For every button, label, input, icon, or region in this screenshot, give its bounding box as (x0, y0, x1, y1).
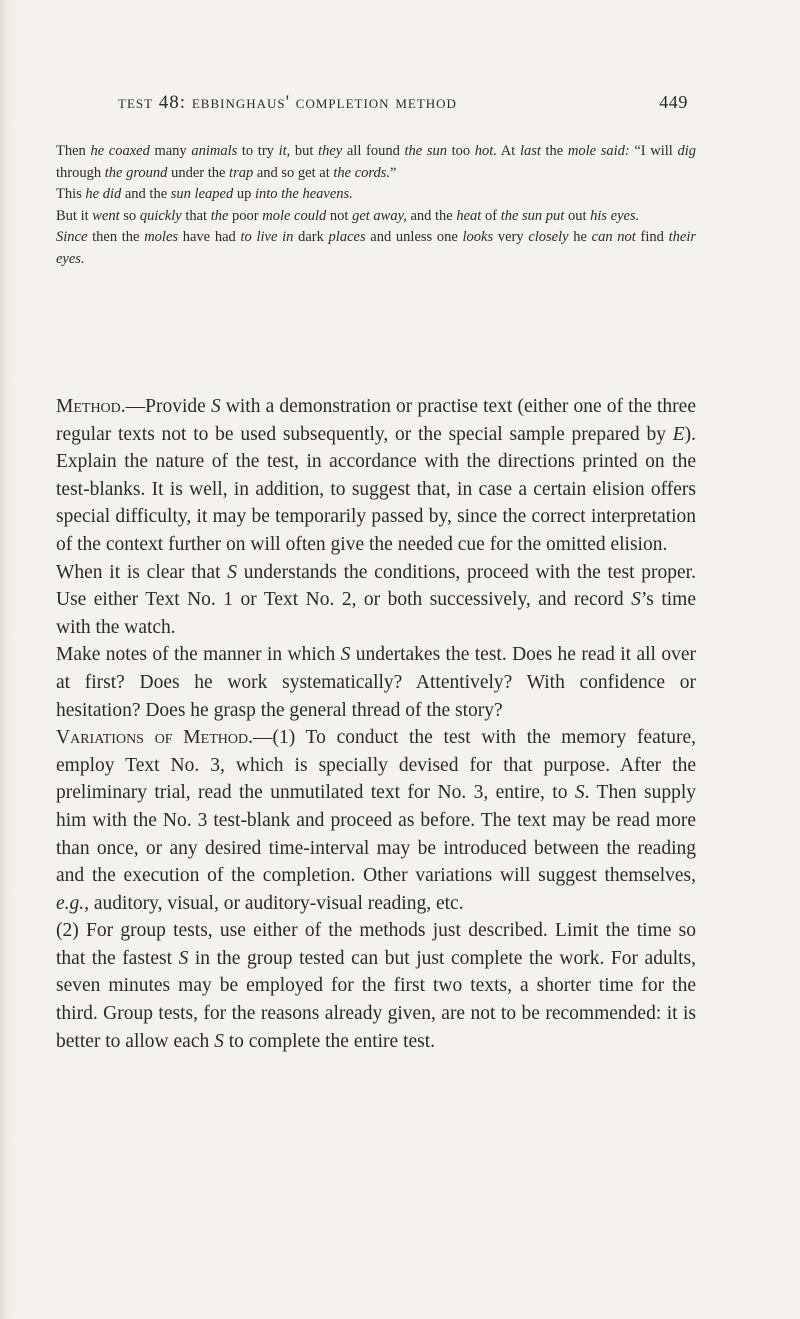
variations-paragraph: Variations of Method.—(1) To conduct the test with the memory feature, employ Text No. 3, which is specially devised for that purpose. After the preliminary trial, read the unmutilated text for No. 3, entire, to S. Then supply him with the No. 3 test-blank and proceed as before. The text may be read more than once, or any desired time-interval may be introduced between the reading and the execution of the completion. Other variations will suggest themselves, e.g., auditory, visual, or auditory-visual reading, etc. (56, 727, 696, 914)
body-paragraph: (2) For group tests, use either of the methods just described. Limit the time so that the fastest S in the group tested can but just complete the work. For adults, seven minutes may be employed for the first two texts, a shorter time for the third. Group tests, for the reasons already given, are not to be recommended: it is better to allow each S to complete the entire test. (56, 920, 696, 1052)
gutter-shadow (0, 0, 14, 1319)
body-paragraph: Make notes of the manner in which S undertakes the test. Does he read it all over at first? Does he work systematically? Attentively? With confidence or hesitation? Does he grasp the general thread of the story? (56, 644, 696, 721)
sample-story-text (56, 141, 696, 270)
story-paragraph: But it went so quickly that the poor mole could not get away, and the heat of the sun put out his eyes. (56, 207, 640, 224)
story-paragraph: Since then the moles have had to live in dark places and unless one looks very closely he can not find their eyes. (56, 229, 696, 267)
method-section (56, 393, 696, 1055)
body-paragraph: When it is clear that S understands the conditions, proceed with the test proper. Use either Text No. 1 or Text No. 2, or both successively, and record S’s time with the watch. (56, 561, 696, 638)
method-heading: Method. (56, 396, 126, 417)
running-head-title: test 48: ebbinghaus' completion method (118, 92, 457, 113)
variations-heading: Variations of Method. (56, 727, 253, 749)
running-head (118, 92, 688, 114)
story-paragraph: This he did and the sun leaped up into the heavens. (56, 186, 353, 202)
story-paragraph: Then he coaxed many animals to try it, but they all found the sun too hot. At last the mole said: “I will dig through the ground under the trap and so get at the cords.” (56, 143, 696, 181)
page-number: 449 (659, 92, 688, 112)
method-paragraph: Method.—Provide S with a demonstration or practise text (either one of the three regular texts not to be used subsequently, or the special sample prepared by E). Explain the nature of the test, in accordance with the directions printed on the test-blanks. It is well, in addition, to suggest that, in case a certain elision offers special difficulty, it may be temporarily passed by, since the correct interpretation of the context further on will often give the needed cue for the omitted elision. (56, 396, 696, 555)
